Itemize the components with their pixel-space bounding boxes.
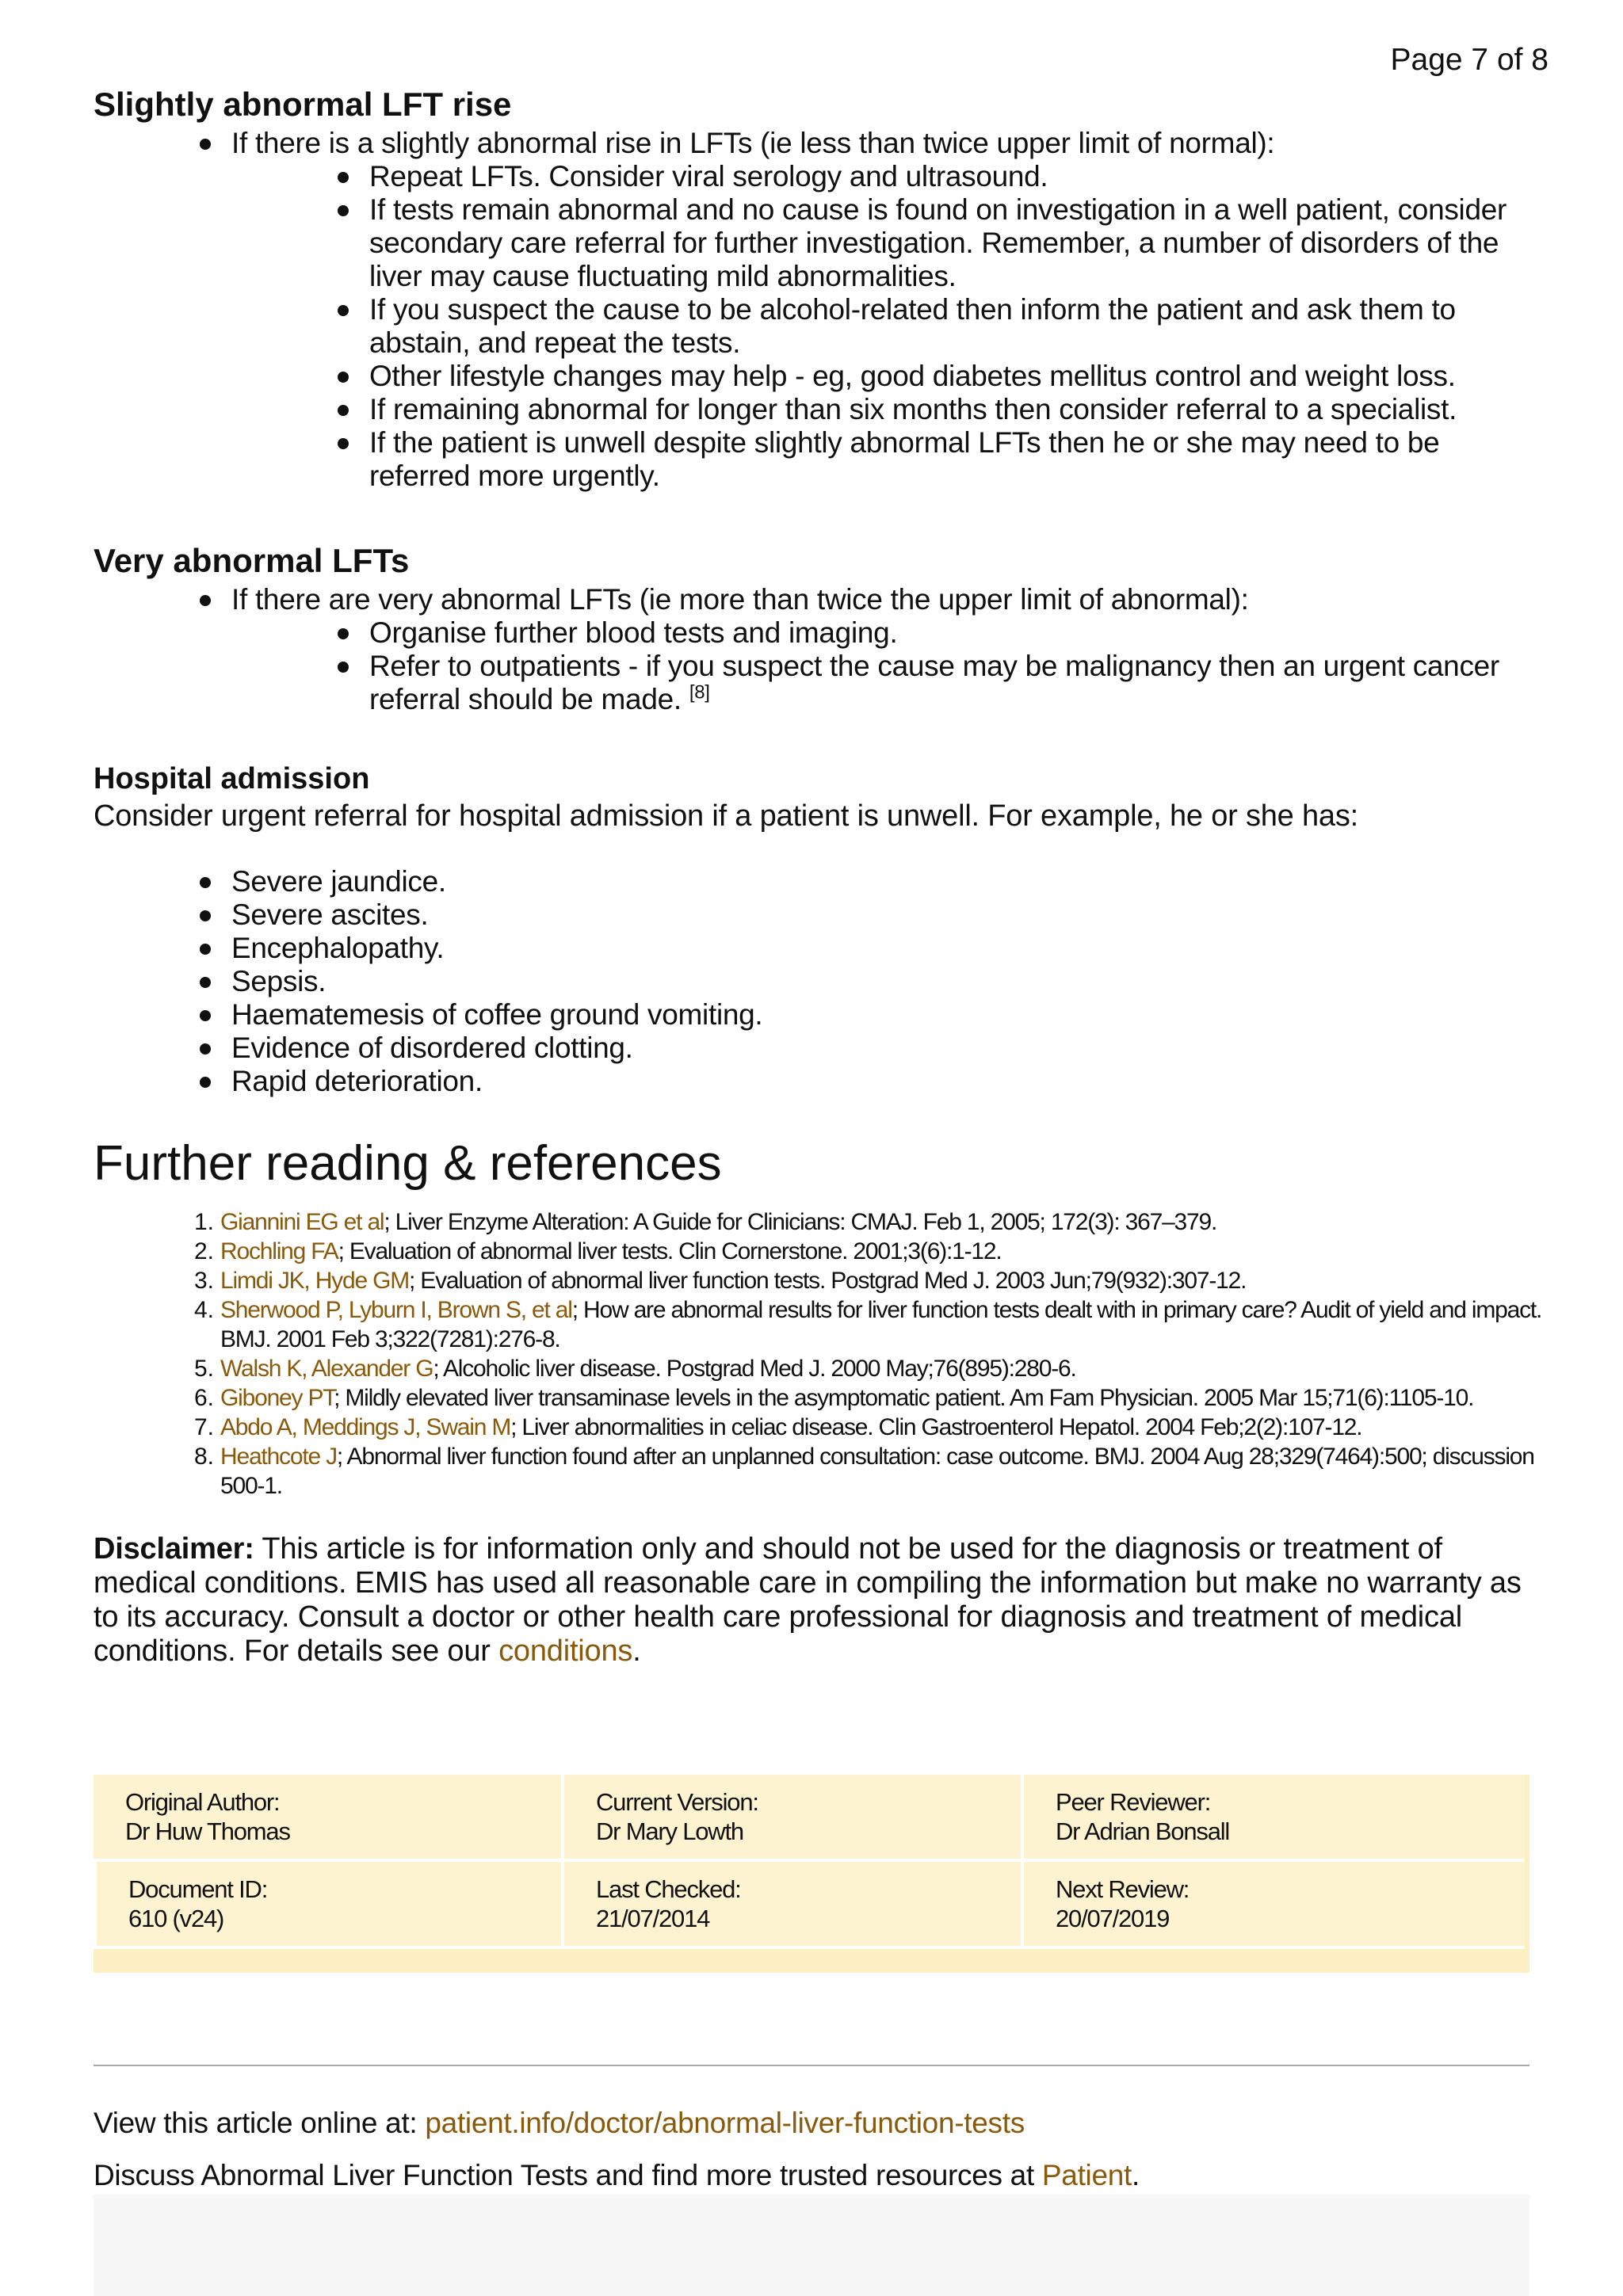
peer-reviewer-value: Dr Adrian Bonsall [1056,1817,1230,1845]
reference-number: 3. [193,1268,214,1294]
reference-text: ; Liver abnormalities in celiac disease. Clin Gastroenterol Hepatol. 2004 Feb;2(2):107-12. [510,1414,1362,1440]
peer-reviewer-label: Peer Reviewer: [1056,1788,1211,1816]
citation-ref[interactable]: [8] [689,681,710,704]
next-review-cell [1021,1862,1525,1949]
reference-item [193,1207,1544,1237]
last-checked-label: Last Checked: [596,1875,741,1903]
section-heading-hospital-admission: Hospital admission [94,762,370,795]
reference-author-link[interactable]: Limdi JK, Hyde GM [220,1268,409,1294]
discuss-text: Discuss Abnormal Liver Function Tests and find more trusted resources at [94,2159,1042,2191]
reference-text: ; Evaluation of abnormal liver tests. Clin Cornerstone. 2001;3(6):1-12. [338,1238,1002,1264]
current-version-cell [561,1775,1021,1862]
list-item: Encephalopathy. [231,932,1544,965]
very-sublist [94,616,1544,716]
list-item: Severe jaundice. [231,865,1544,898]
reference-text: ; Mildly elevated liver transaminase levels in the asymptomatic patient. Am Fam Physician. 2005 Mar 15;71(6):1105-10. [334,1385,1474,1411]
reference-item [193,1383,1544,1413]
document-id-cell [94,1862,561,1949]
list-item: If tests remain abnormal and no cause is found on investigation in a well patient, consider secondary care referral for further investigation. Remember, a number of disorders of the liver may cause fluctuating mild abnormalities. [369,193,1544,293]
reference-author-link[interactable]: Heathcote J [220,1444,337,1470]
very-list [94,583,1544,616]
next-review-value: 20/07/2019 [1056,1905,1170,1932]
reference-number: 5. [193,1356,214,1382]
reference-author-link[interactable]: Sherwood P, Lyburn I, Brown S, et al [220,1297,572,1323]
reference-number: 8. [193,1444,214,1470]
peer-reviewer-cell [1021,1775,1525,1862]
section-heading-slightly-abnormal: Slightly abnormal LFT rise [94,86,512,123]
footer-band [94,2195,1529,2296]
list-item: Evidence of disordered clotting. [231,1032,1544,1065]
reference-author-link[interactable]: Walsh K, Alexander G [220,1356,433,1382]
document-id-label: Document ID: [128,1875,268,1903]
reference-item [193,1295,1544,1354]
reference-author-link[interactable]: Giboney PT [220,1385,334,1411]
conditions-link[interactable]: conditions [498,1634,633,1668]
reference-item [193,1266,1544,1295]
list-item: Rapid deterioration. [231,1065,1544,1098]
disclaimer [94,1532,1544,1669]
list-item: If remaining abnormal for longer than six months then consider referral to a specialist. [369,393,1544,426]
list-item-text: Refer to outpatients - if you suspect the cause may be malignancy then an urgent cancer referral should be made. [369,650,1499,715]
footer-divider [94,2065,1529,2066]
reference-author-link[interactable]: Rochling FA [220,1238,338,1264]
list-item: Other lifestyle changes may help - eg, good diabetes mellitus control and weight loss. [369,360,1544,393]
hospital-intro: Consider urgent referral for hospital admission if a patient is unwell. For example, he or she has: [94,799,1358,833]
list-item [369,650,1544,716]
list-item: Sepsis. [231,965,1544,998]
list-item: If the patient is unwell despite slightly abnormal LFTs then he or she may need to be referred more urgently. [369,426,1544,493]
reference-number: 1. [193,1209,214,1235]
slightly-intro: If there is a slightly abnormal rise in LFTs (ie less than twice upper limit of normal): [231,127,1544,160]
reference-number: 4. [193,1297,214,1323]
next-review-label: Next Review: [1056,1875,1190,1903]
original-author-cell [94,1775,561,1862]
original-author-value: Dr Huw Thomas [125,1817,290,1845]
reference-author-link[interactable]: Giannini EG et al [220,1209,384,1235]
references-list [94,1207,1544,1501]
reference-author-link[interactable]: Abdo A, Meddings J, Swain M [220,1414,511,1440]
disclaimer-text: This article is for information only and should not be used for the diagnosis or treatment of medical conditions. EMIS has used all reasonable care in compiling the information but make no warranty as to its accuracy. Consult a doctor or other health care professional for diagnosis and treatment of medical conditions. For details see our [94,1532,1522,1668]
reference-number: 7. [193,1414,214,1440]
reference-item [193,1354,1544,1383]
references-heading: Further reading & references [94,1136,722,1191]
last-checked-value: 21/07/2014 [596,1905,710,1932]
reference-text: ; Abnormal liver function found after an unplanned consultation: case outcome. BMJ. 2004 Aug 28;329(7464):500; discussion 500-1. [220,1444,1534,1499]
list-item: Organise further blood tests and imaging. [369,616,1544,650]
disclaimer-label: Disclaimer: [94,1532,254,1566]
slightly-sublist [94,160,1544,493]
current-version-label: Current Version: [596,1788,758,1816]
very-intro: If there are very abnormal LFTs (ie more than twice the upper limit of abnormal): [231,583,1544,616]
reference-item [193,1442,1544,1501]
reference-text: ; How are abnormal results for liver function tests dealt with in primary care? Audit of yield and impact. BMJ. 2001 Feb 3;322(7281):276-8. [220,1297,1542,1352]
list-item: If you suspect the cause to be alcohol-related then inform the patient and ask them to abstain, and repeat the tests. [369,293,1544,360]
disclaimer-end: . [632,1634,641,1668]
document-id-value: 610 (v24) [128,1905,224,1932]
last-checked-cell [561,1862,1021,1949]
reference-number: 2. [193,1238,214,1264]
list-item: Haematemesis of coffee ground vomiting. [231,998,1544,1032]
reference-item [193,1237,1544,1266]
reference-text: ; Liver Enzyme Alteration: A Guide for Clinicians: CMAJ. Feb 1, 2005; 172(3): 367–379. [384,1209,1217,1235]
reference-item [193,1413,1544,1442]
discuss-end: . [1132,2159,1140,2191]
article-info-box [94,1775,1529,1973]
reference-text: ; Evaluation of abnormal liver function tests. Postgrad Med J. 2003 Jun;79(932):307-12. [409,1268,1247,1294]
article-url-link[interactable]: patient.info/doctor/abnormal-liver-function-tests [425,2107,1025,2139]
hospital-list [94,865,1544,1098]
discuss-line [94,2158,1140,2193]
reference-number: 6. [193,1385,214,1411]
slightly-list [94,127,1544,160]
current-version-value: Dr Mary Lowth [596,1817,743,1845]
list-item: Repeat LFTs. Consider viral serology and ultrasound. [369,160,1544,193]
reference-text: ; Alcoholic liver disease. Postgrad Med J. 2000 May;76(895):280-6. [433,1356,1076,1382]
list-item: Severe ascites. [231,898,1544,932]
patient-link[interactable]: Patient [1041,2159,1132,2191]
view-online-text: View this article online at: [94,2107,426,2139]
article-content [94,76,1544,1669]
page-number: Page 7 of 8 [1390,43,1549,77]
view-online-line [94,2106,1025,2141]
section-heading-very-abnormal: Very abnormal LFTs [94,542,410,579]
original-author-label: Original Author: [125,1788,280,1816]
